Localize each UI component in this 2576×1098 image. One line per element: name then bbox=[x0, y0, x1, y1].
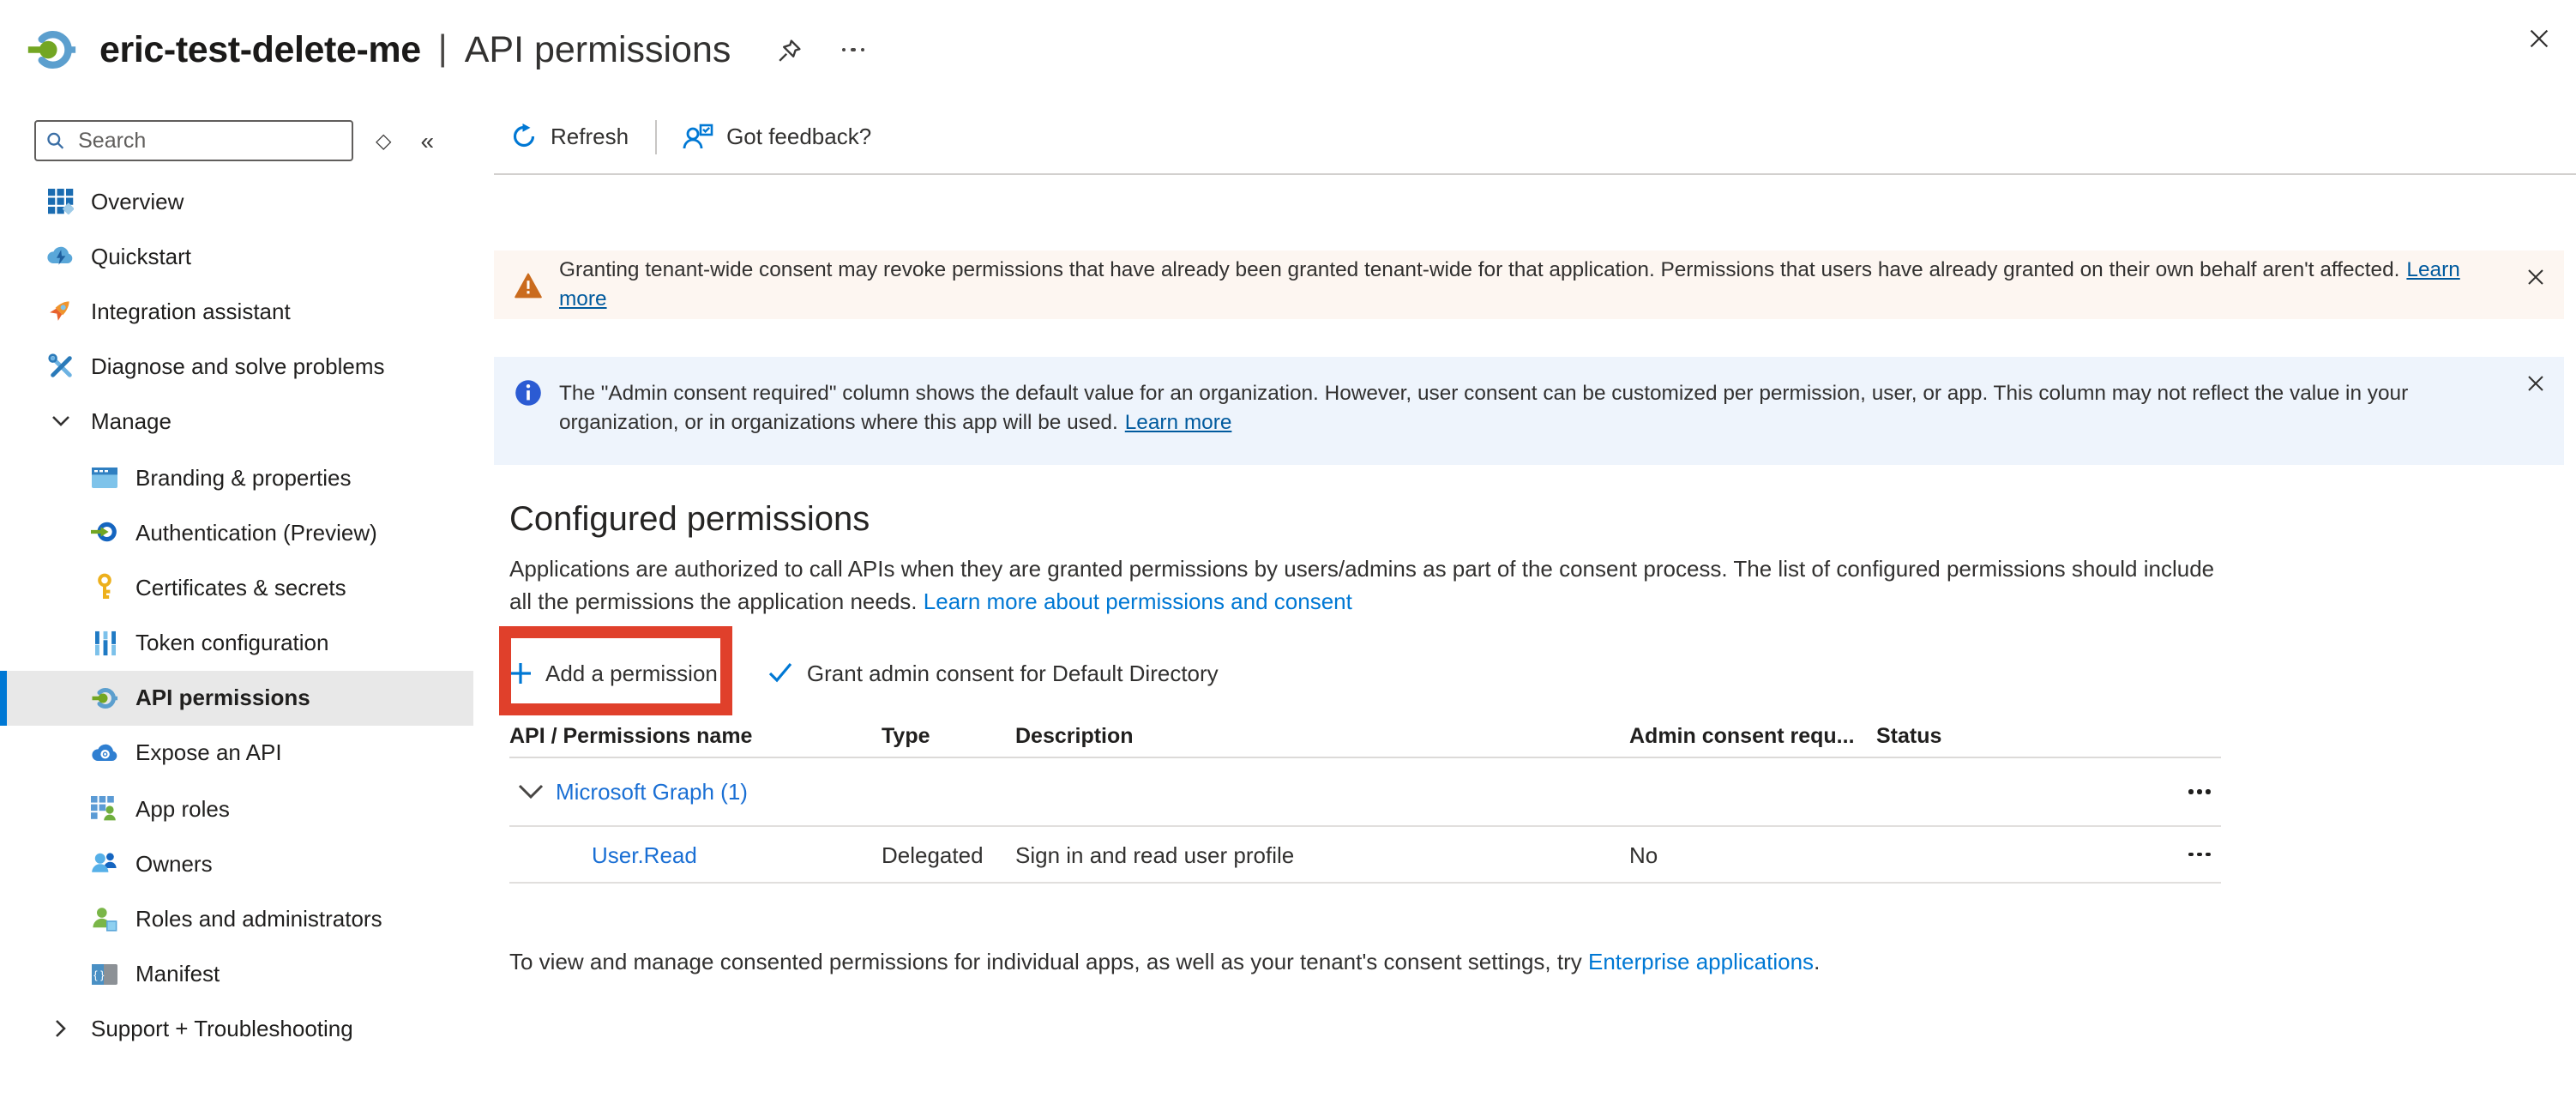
blade-sidebar bbox=[0, 100, 473, 1098]
people-icon bbox=[91, 850, 118, 878]
add-permission-button[interactable] bbox=[509, 660, 718, 685]
sidebar-item-label: Quickstart bbox=[91, 243, 192, 269]
sidebar-item-token-configuration[interactable] bbox=[0, 615, 473, 670]
grid-person-icon bbox=[91, 794, 118, 822]
collapse-menu-icon[interactable]: « bbox=[420, 127, 433, 154]
sidebar-item-label: API permissions bbox=[135, 685, 310, 711]
configured-permissions-description bbox=[509, 554, 2224, 618]
sidebar-item-label: App roles bbox=[135, 795, 230, 822]
sidebar-group-label: Manage bbox=[91, 408, 172, 435]
overview-icon bbox=[46, 187, 74, 214]
table-header-row bbox=[509, 715, 2221, 758]
rocket-icon bbox=[46, 298, 74, 325]
warning-icon bbox=[515, 272, 542, 298]
permissions-footer bbox=[509, 949, 1820, 974]
refresh-icon bbox=[511, 124, 537, 149]
sidebar-item-label: Diagnose and solve problems bbox=[91, 353, 385, 380]
row-menu-icon[interactable] bbox=[2151, 852, 2221, 856]
sidebar-search bbox=[34, 120, 353, 161]
person-cube-icon bbox=[91, 905, 118, 932]
sidebar-item-label: Certificates & secrets bbox=[135, 574, 346, 600]
refresh-button[interactable] bbox=[511, 124, 629, 149]
toolbar-divider bbox=[654, 119, 656, 154]
dismiss-info-icon[interactable] bbox=[2525, 372, 2547, 395]
sidebar-item-branding[interactable] bbox=[0, 449, 473, 504]
warning-banner bbox=[494, 250, 2564, 319]
sliders-icon bbox=[91, 629, 118, 656]
grant-admin-consent-button[interactable] bbox=[769, 660, 1219, 685]
sidebar-item-expose-api[interactable] bbox=[0, 726, 473, 781]
command-bar bbox=[494, 100, 2576, 173]
close-blade-icon[interactable] bbox=[2526, 26, 2552, 51]
sign-in-icon bbox=[91, 518, 118, 546]
refresh-label: Refresh bbox=[551, 124, 629, 149]
column-status: Status bbox=[1876, 724, 1942, 748]
browser-icon bbox=[91, 463, 118, 491]
info-text: The "Admin consent required" column shows the default value for an organization. However, user consent can be customized per permission, user, or app. This column may not reflect the value in your organization, or in organizations where this app will be used. bbox=[559, 381, 2409, 434]
column-api-permissions-name: API / Permissions name bbox=[509, 724, 753, 748]
title-separator: | bbox=[437, 29, 448, 69]
sidebar-item-label: Overview bbox=[91, 188, 184, 214]
info-banner bbox=[494, 357, 2564, 465]
api-group-link[interactable]: Microsoft Graph (1) bbox=[556, 779, 748, 805]
sidebar-item-label: Roles and administrators bbox=[135, 906, 382, 932]
permission-description: Sign in and read user profile bbox=[1015, 842, 1295, 867]
sidebar-item-label: Authentication (Preview) bbox=[135, 519, 377, 546]
blade-header bbox=[0, 0, 2576, 100]
warning-text: Granting tenant-wide consent may revoke permissions that have already been granted tenant-wide for that application. Permissions that users have already granted on their own behalf aren't affected. bbox=[559, 257, 2400, 281]
api-permissions-icon bbox=[91, 685, 118, 712]
permission-admin-consent: No bbox=[1629, 842, 1658, 867]
grant-admin-consent-label: Grant admin consent for Default Directory bbox=[806, 660, 1219, 685]
chevron-down-icon bbox=[46, 408, 74, 436]
manifest-icon bbox=[91, 960, 118, 987]
permission-link[interactable]: User.Read bbox=[592, 842, 697, 867]
sidebar-item-quickstart[interactable] bbox=[0, 228, 473, 283]
checkmark-icon bbox=[769, 662, 793, 683]
sidebar-item-roles-administrators[interactable] bbox=[0, 891, 473, 946]
description-text: Applications are authorized to call APIs when they are granted permissions by users/admins as part of the consent process. The list of configured permissions should include all the permissions the application needs. bbox=[509, 556, 2215, 613]
permission-type: Delegated bbox=[882, 842, 984, 867]
info-learn-more-link[interactable]: Learn more bbox=[1124, 410, 1232, 434]
add-permission-label: Add a permission bbox=[545, 660, 718, 685]
warning-learn-more-link[interactable]: Learn more bbox=[559, 257, 2460, 311]
divider bbox=[494, 173, 2576, 175]
permissions-table bbox=[509, 715, 2221, 884]
svg-text:{ }: { } bbox=[93, 968, 105, 981]
sidebar-item-label: Expose an API bbox=[135, 739, 282, 766]
sidebar-item-manifest[interactable] bbox=[0, 946, 473, 1001]
permission-group-row bbox=[509, 758, 2221, 827]
footer-text: To view and manage consented permissions for individual apps, as well as your tenant's consent settings, try bbox=[509, 949, 1582, 974]
api-permissions-icon bbox=[26, 24, 77, 75]
sidebar-item-label: Owners bbox=[135, 850, 213, 877]
enterprise-applications-link[interactable]: Enterprise applications bbox=[1588, 949, 1815, 974]
feedback-button[interactable] bbox=[682, 124, 871, 149]
row-menu-icon[interactable] bbox=[2151, 789, 2221, 793]
column-description: Description bbox=[1015, 724, 1134, 748]
sidebar-group-label: Support + Troubleshooting bbox=[91, 1016, 353, 1042]
sidebar-item-app-roles[interactable] bbox=[0, 781, 473, 836]
info-icon bbox=[515, 379, 542, 407]
more-options-icon[interactable] bbox=[842, 38, 864, 62]
sidebar-group-manage[interactable] bbox=[0, 395, 473, 449]
search-input[interactable] bbox=[75, 127, 341, 154]
column-admin-consent-required: Admin consent requ... bbox=[1629, 724, 1855, 748]
page-title: API permissions bbox=[464, 28, 731, 69]
permissions-actions bbox=[509, 655, 1219, 690]
sidebar-item-certificates[interactable] bbox=[0, 560, 473, 615]
sidebar-item-label: Integration assistant bbox=[91, 298, 291, 324]
sidebar-item-label: Branding & properties bbox=[135, 464, 352, 491]
feedback-icon bbox=[682, 124, 713, 149]
resource-filter-icon[interactable]: ◇ bbox=[376, 129, 392, 153]
sidebar-item-owners[interactable] bbox=[0, 836, 473, 891]
sidebar-group-support[interactable] bbox=[0, 1002, 473, 1057]
sidebar-item-label: Token configuration bbox=[135, 630, 329, 656]
sidebar-item-api-permissions[interactable] bbox=[0, 670, 473, 725]
key-icon bbox=[91, 574, 118, 601]
cloud-gear-icon bbox=[91, 739, 118, 767]
sidebar-item-authentication[interactable] bbox=[0, 504, 473, 559]
search-icon bbox=[46, 130, 64, 151]
quickstart-icon bbox=[46, 243, 74, 270]
sidebar-item-diagnose[interactable] bbox=[0, 339, 473, 394]
sidebar-item-integration-assistant[interactable] bbox=[0, 284, 473, 339]
sidebar-item-label: Manifest bbox=[135, 961, 220, 987]
plus-icon bbox=[509, 661, 532, 684]
sidebar-item-overview[interactable] bbox=[0, 173, 473, 228]
permission-row bbox=[509, 827, 2221, 884]
blade-content bbox=[494, 100, 2576, 1098]
permissions-consent-link[interactable]: Learn more about permissions and consent bbox=[923, 588, 1352, 613]
tools-icon bbox=[46, 353, 74, 380]
configured-permissions-title: Configured permissions bbox=[509, 501, 870, 539]
feedback-label: Got feedback? bbox=[726, 124, 872, 149]
dismiss-warning-icon[interactable] bbox=[2525, 266, 2547, 288]
expand-chevron-icon[interactable] bbox=[518, 784, 544, 799]
pin-icon[interactable] bbox=[777, 37, 803, 63]
footer-suffix: . bbox=[1814, 949, 1821, 974]
chevron-right-icon bbox=[46, 1016, 74, 1043]
app-name: eric-test-delete-me bbox=[99, 28, 421, 69]
column-type: Type bbox=[882, 724, 930, 748]
sidebar-nav bbox=[0, 173, 473, 1057]
